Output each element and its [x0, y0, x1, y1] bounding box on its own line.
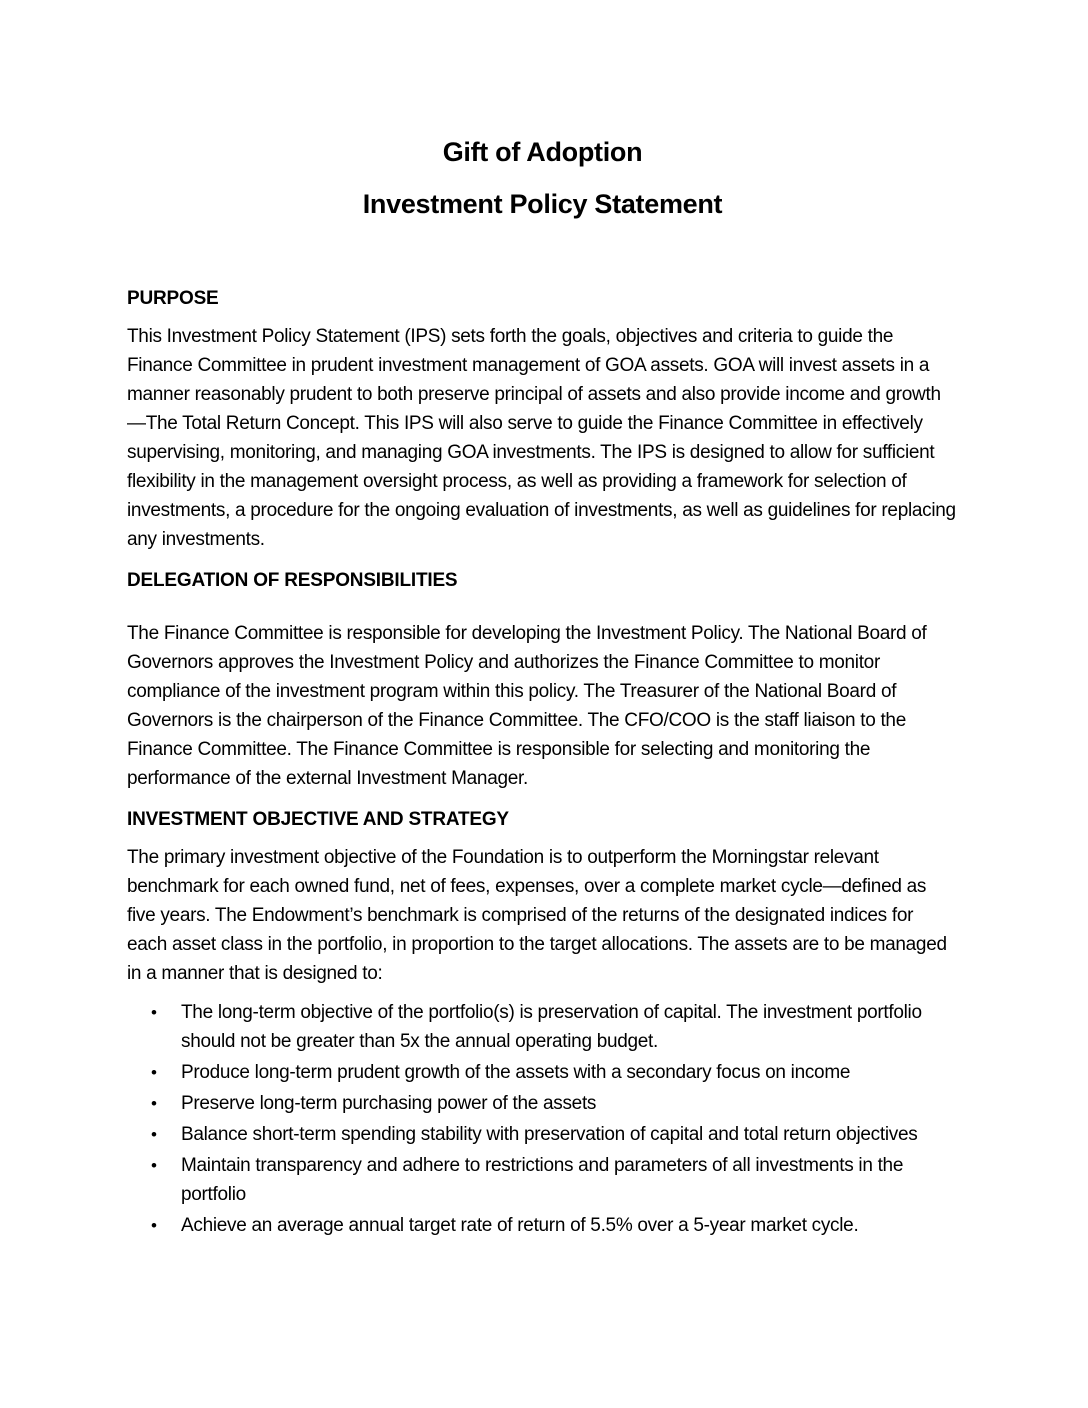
bullet-icon: • — [151, 1063, 157, 1082]
document-subtitle: Investment Policy Statement — [362, 189, 723, 219]
objective-bullet-text: Achieve an average annual target rate of return of 5.5% over a 5-year market cycle. — [181, 1215, 859, 1236]
investment-objective-heading: INVESTMENT OBJECTIVE AND STRATEGY — [127, 809, 509, 830]
objective-bullet-text: Maintain transparency and adhere to restrictions and parameters of all investments in the portfolio — [181, 1155, 904, 1205]
delegation-paragraph: The Finance Committee is responsible for developing the Investment Policy. The National Board of Governors approves the Investment Policy and authorizes the Finance Committee to monitor compliance of the investment program within this policy. The Treasurer of the National Board of Governors is the chairperson of the Finance Committee. The CFO/COO is the staff liaison to the Finance Committee. The Finance Committee is responsible for selecting and monitoring the performance of the external Investment Manager. — [127, 623, 927, 789]
delegation-heading: DELEGATION OF RESPONSIBILITIES — [127, 570, 458, 591]
objective-bullet-text: Produce long-term prudent growth of the assets with a secondary focus on income — [181, 1062, 851, 1083]
bullet-icon: • — [151, 1156, 157, 1175]
purpose-paragraph: This Investment Policy Statement (IPS) sets forth the goals, objectives and criteria to guide the Finance Committee in prudent investment management of GOA assets. GOA will invest assets in a manner reasonably prudent to both preserve principal of assets and also provide income and growth—The Total Return Concept. This IPS will also serve to guide the Finance Committee in effectively supervising, monitoring, and managing GOA investments. The IPS is designed to allow for sufficient flexibility in the management oversight process, as well as providing a framework for selection of investments, a procedure for the ongoing evaluation of investments, as well as guidelines for replacing any investments. — [127, 326, 956, 550]
objective-bullet-item — [127, 1058, 958, 1087]
purpose-heading: PURPOSE — [127, 288, 219, 309]
section-investment-objective-and-strategy — [127, 805, 958, 1240]
bullet-icon: • — [151, 1216, 157, 1235]
objective-bullet-text: The long-term objective of the portfolio(s) is preservation of capital. The investment portfolio should not be greater than 5x the annual operating budget. — [181, 1002, 922, 1052]
bullet-icon: • — [151, 1094, 157, 1113]
bullet-icon: • — [151, 1125, 157, 1144]
objective-bullet-text: Preserve long-term purchasing power of the assets — [181, 1093, 597, 1114]
bullet-icon: • — [151, 1003, 157, 1022]
section-purpose — [127, 284, 958, 554]
objectives-bullet-list — [127, 998, 958, 1240]
objective-bullet-item — [127, 1211, 958, 1240]
investment-objective-paragraph: The primary investment objective of the Foundation is to outperform the Morningstar relevant benchmark for each owned fund, net of fees, expenses, over a complete market cycle—defined as five years. The Endowment’s benchmark is comprised of the returns of the designated indices for each asset class in the portfolio, in proportion to the target allocations. The assets are to be managed in a manner that is designed to: — [127, 847, 947, 984]
objective-bullet-text: Balance short-term spending stability with preservation of capital and total return objectives — [181, 1124, 918, 1145]
section-delegation-of-responsibilities — [127, 566, 958, 793]
objective-bullet-item — [127, 1089, 958, 1118]
objective-bullet-item — [127, 1120, 958, 1149]
document-title: Gift of Adoption — [442, 137, 643, 167]
objective-bullet-item — [127, 998, 958, 1056]
objective-bullet-item — [127, 1151, 958, 1209]
